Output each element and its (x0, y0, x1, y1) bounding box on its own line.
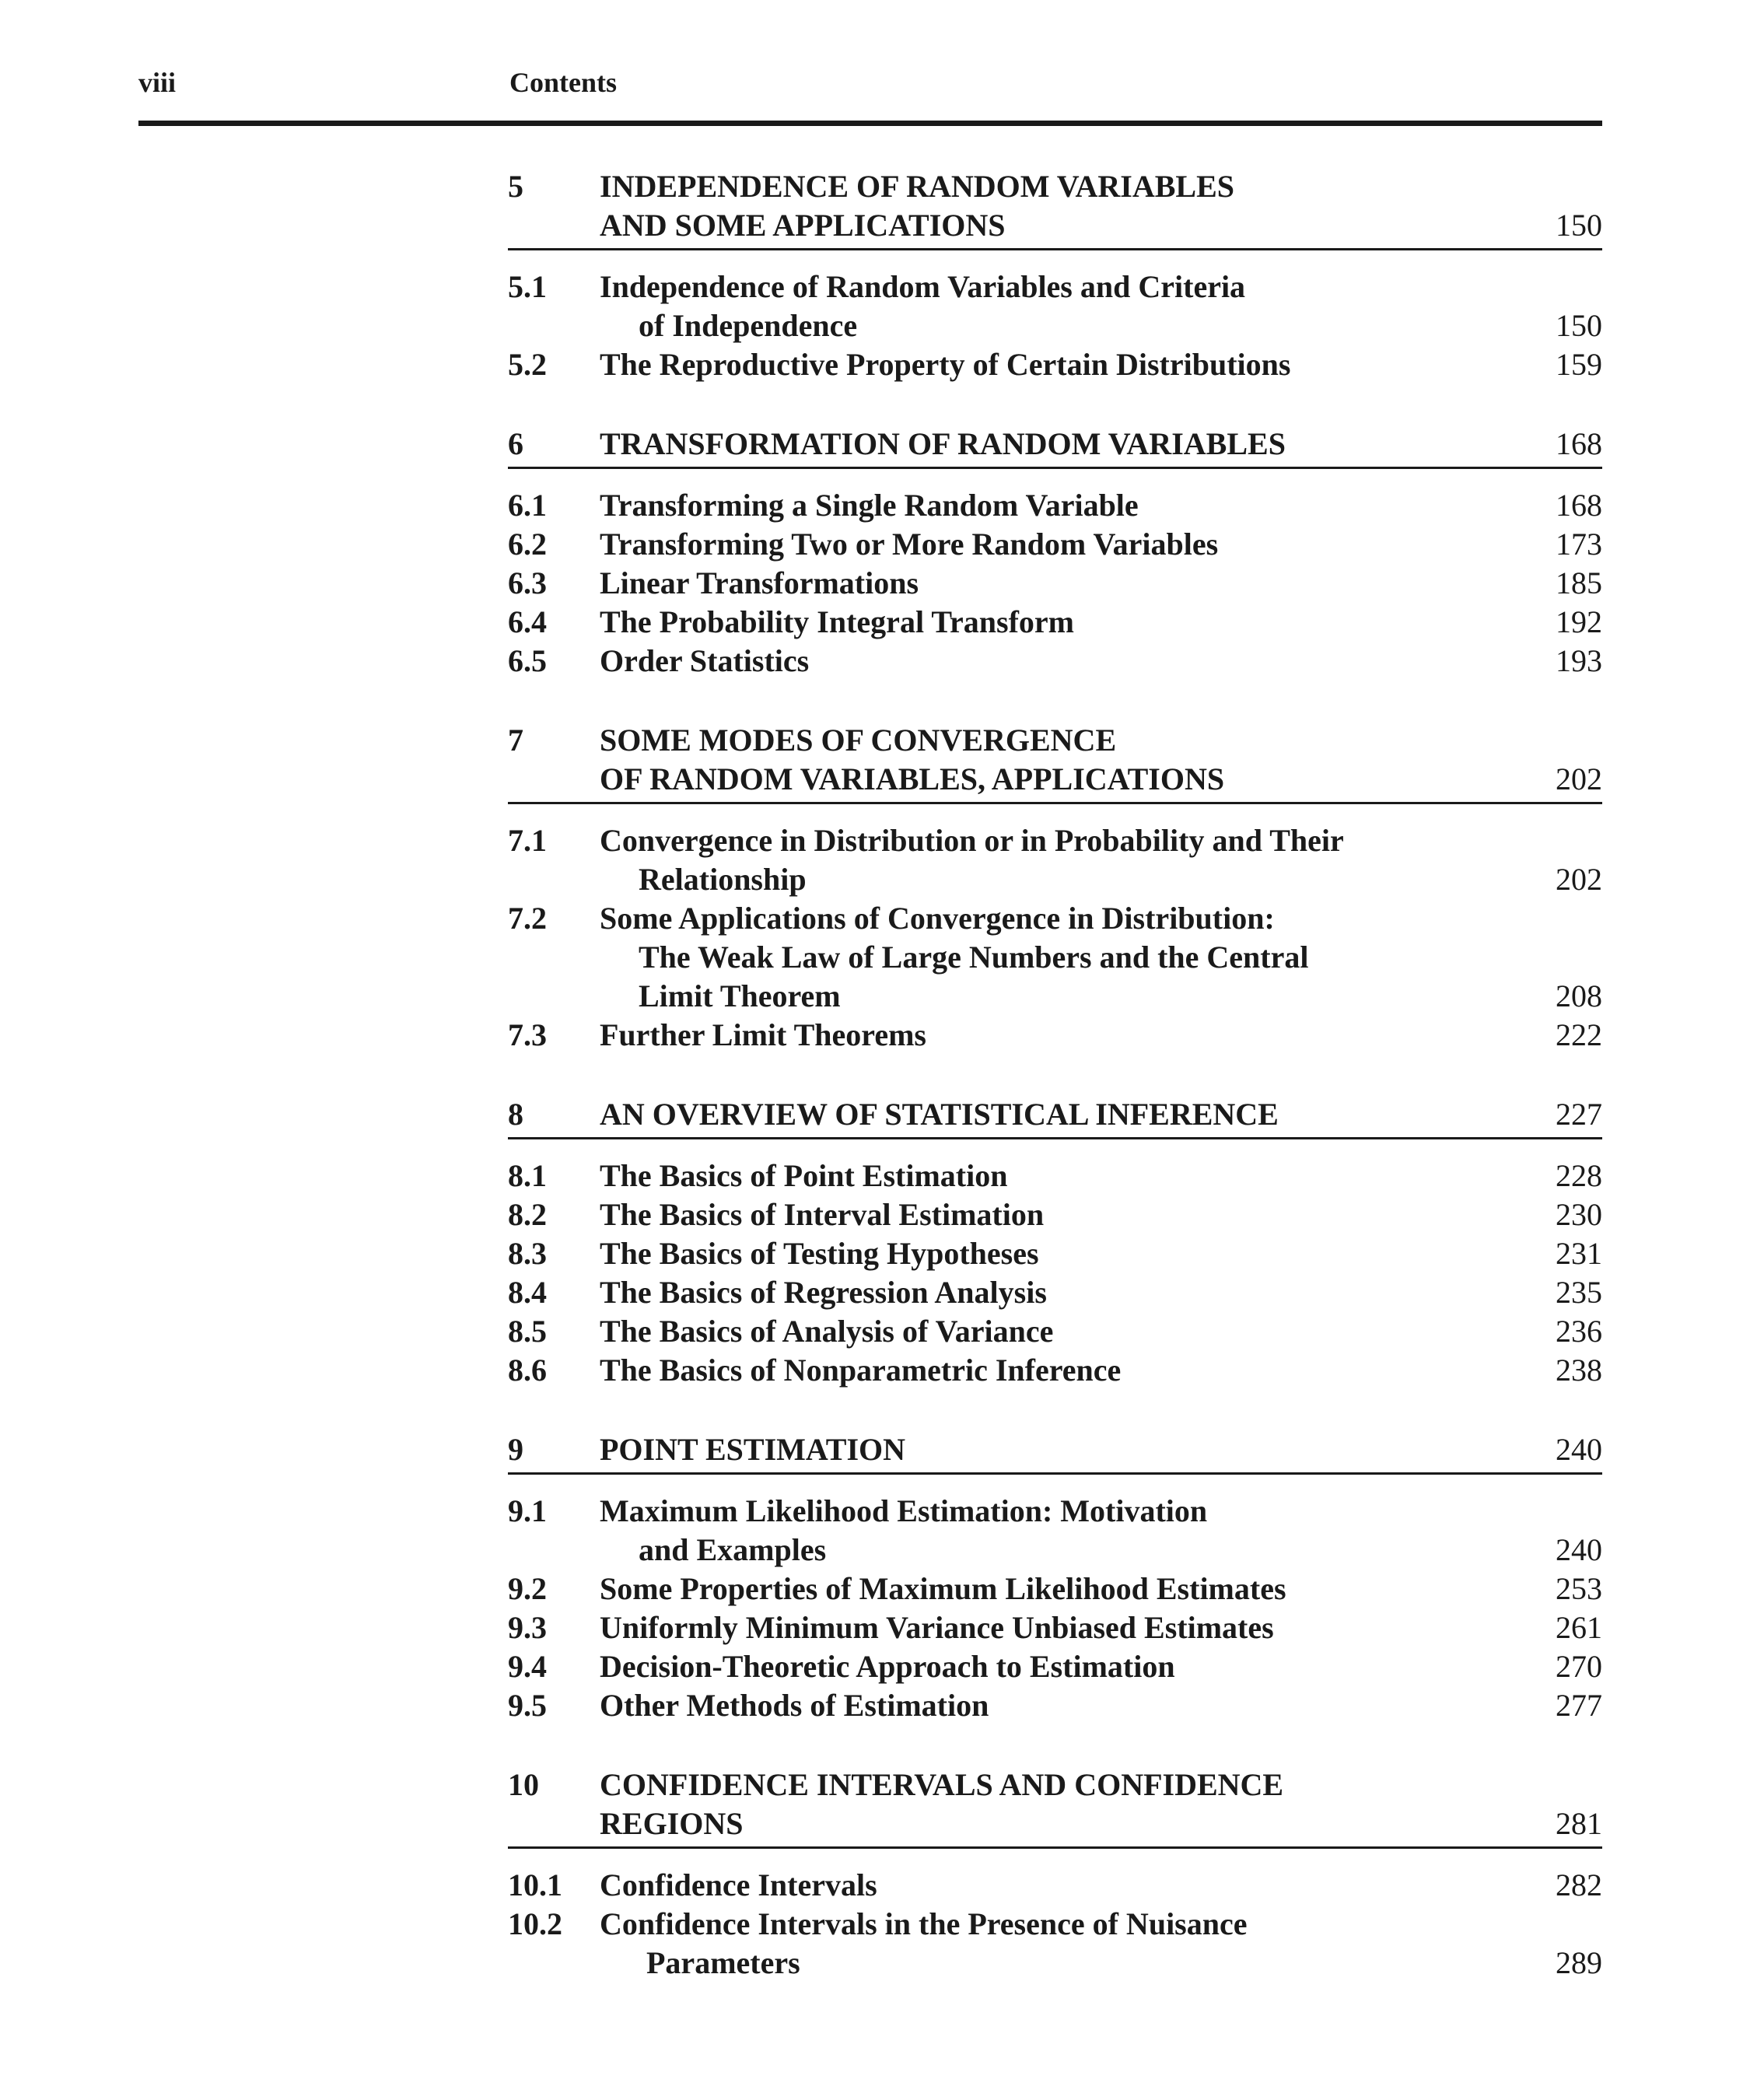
chapter-title: AND SOME APPLICATIONS (600, 208, 1006, 243)
section-title: Confidence Intervals (600, 1867, 877, 1902)
section-page: 289 (1556, 1945, 1602, 1980)
chapter-title-line (508, 425, 1602, 464)
section-number: 8.3 (508, 1236, 547, 1271)
section-title: The Basics of Analysis of Variance (600, 1314, 1054, 1349)
section-title: The Basics of Point Estimation (600, 1158, 1008, 1193)
chapter-title-line (508, 1766, 1602, 1804)
section-page: 168 (1556, 488, 1602, 523)
section-title: Other Methods of Estimation (600, 1688, 989, 1723)
section-line (508, 1195, 1602, 1234)
toc-section (508, 1492, 1602, 1570)
chapter-title: CONFIDENCE INTERVALS AND CONFIDENCE (600, 1767, 1284, 1802)
section-number: 8.4 (508, 1275, 547, 1310)
section-line (508, 1312, 1602, 1351)
toc-section (508, 1157, 1602, 1195)
toc-section (508, 821, 1602, 899)
toc-section (508, 1195, 1602, 1234)
section-page: 277 (1556, 1688, 1602, 1723)
section-title: Linear Transformations (600, 565, 919, 600)
section-page: 270 (1556, 1649, 1602, 1684)
section-line (508, 1905, 1602, 1944)
toc-section (508, 1866, 1602, 1905)
section-line (508, 603, 1602, 642)
section-number: 6.1 (508, 488, 547, 523)
chapter-page: 168 (1556, 426, 1602, 461)
section-title: Uniformly Minimum Variance Unbiased Estimates (600, 1610, 1274, 1645)
section-number: 6.4 (508, 604, 547, 639)
section-number: 6.5 (508, 643, 547, 678)
chapter-page: 227 (1556, 1097, 1602, 1132)
toc-chapter (508, 425, 1602, 681)
chapter-title-line (508, 167, 1602, 206)
table-of-contents (508, 167, 1602, 2023)
chapter-number: 5 (508, 169, 523, 204)
section-line (508, 821, 1602, 860)
section-title: The Reproductive Property of Certain Distributions (600, 347, 1291, 382)
section-title: of Independence (639, 308, 858, 343)
section-title: The Basics of Regression Analysis (600, 1275, 1047, 1310)
chapter-title-line (508, 760, 1602, 799)
section-title: Parameters (646, 1945, 800, 1980)
toc-section (508, 1647, 1602, 1686)
chapter-title: POINT ESTIMATION (600, 1432, 906, 1467)
chapter-title-line (508, 721, 1602, 760)
toc-section (508, 1016, 1602, 1055)
section-line (508, 938, 1602, 977)
section-title: Decision-Theoretic Approach to Estimation (600, 1649, 1175, 1684)
section-title: Further Limit Theorems (600, 1017, 926, 1052)
section-line (508, 1234, 1602, 1273)
section-line (508, 486, 1602, 525)
section-title: The Basics of Testing Hypotheses (600, 1236, 1039, 1271)
running-head: Contents (509, 67, 618, 98)
section-page: 230 (1556, 1197, 1602, 1232)
section-number: 6.3 (508, 565, 547, 600)
section-page: 192 (1556, 604, 1602, 639)
section-title: Independence of Random Variables and Criteria (600, 269, 1246, 304)
chapter-heading (508, 425, 1602, 469)
section-number: 10.1 (508, 1867, 562, 1902)
section-line (508, 564, 1602, 603)
section-page: 208 (1556, 978, 1602, 1013)
section-number: 8.5 (508, 1314, 547, 1349)
section-line (508, 1570, 1602, 1608)
chapter-title-line (508, 1095, 1602, 1134)
section-number: 8.1 (508, 1158, 547, 1193)
section-page: 235 (1556, 1275, 1602, 1310)
section-page: 253 (1556, 1571, 1602, 1606)
toc-section (508, 1312, 1602, 1351)
section-number: 5.1 (508, 269, 547, 304)
section-line (508, 1492, 1602, 1531)
section-number: 9.5 (508, 1688, 547, 1723)
section-page: 282 (1556, 1867, 1602, 1902)
section-title: The Probability Integral Transform (600, 604, 1074, 639)
section-page: 238 (1556, 1353, 1602, 1388)
chapter-number: 9 (508, 1432, 523, 1467)
chapter-heading (508, 1095, 1602, 1139)
toc-section (508, 1570, 1602, 1608)
section-page: 173 (1556, 527, 1602, 562)
section-number: 9.4 (508, 1649, 547, 1684)
section-line (508, 1608, 1602, 1647)
section-line (508, 1016, 1602, 1055)
section-title: Maximum Likelihood Estimation: Motivation (600, 1493, 1208, 1528)
page-header (138, 66, 1602, 126)
section-line (508, 1866, 1602, 1905)
section-line (508, 306, 1602, 345)
toc-section (508, 564, 1602, 603)
section-line (508, 525, 1602, 564)
toc-section (508, 1351, 1602, 1390)
chapter-title: INDEPENDENCE OF RANDOM VARIABLES (600, 169, 1235, 204)
section-line (508, 268, 1602, 306)
chapter-title: REGIONS (600, 1806, 744, 1841)
section-line (508, 1686, 1602, 1725)
toc-chapter (508, 1430, 1602, 1725)
toc-chapter (508, 1766, 1602, 1983)
section-page: 228 (1556, 1158, 1602, 1193)
section-page: 231 (1556, 1236, 1602, 1271)
toc-chapter (508, 721, 1602, 1055)
section-line (508, 1647, 1602, 1686)
section-page: 222 (1556, 1017, 1602, 1052)
section-page: 202 (1556, 862, 1602, 897)
toc-chapter (508, 1095, 1602, 1390)
section-number: 5.2 (508, 347, 547, 382)
section-title: The Basics of Interval Estimation (600, 1197, 1045, 1232)
section-page: 240 (1556, 1532, 1602, 1567)
chapter-heading (508, 721, 1602, 804)
section-page: 185 (1556, 565, 1602, 600)
toc-section (508, 642, 1602, 681)
section-number: 6.2 (508, 527, 547, 562)
section-number: 9.2 (508, 1571, 547, 1606)
toc-section (508, 899, 1602, 1016)
chapter-title-line (508, 206, 1602, 245)
section-number: 8.6 (508, 1353, 547, 1388)
section-number: 8.2 (508, 1197, 547, 1232)
chapter-heading (508, 1766, 1602, 1849)
section-number: 10.2 (508, 1906, 562, 1941)
section-title: Transforming Two or More Random Variables (600, 527, 1219, 562)
chapter-page: 150 (1556, 208, 1602, 243)
section-line (508, 860, 1602, 899)
section-line (508, 977, 1602, 1016)
section-line (508, 899, 1602, 938)
toc-section (508, 345, 1602, 384)
toc-section (508, 268, 1602, 345)
section-number: 7.3 (508, 1017, 547, 1052)
section-title: Relationship (639, 862, 807, 897)
section-title: Confidence Intervals in the Presence of Nuisance (600, 1906, 1248, 1941)
section-line (508, 1157, 1602, 1195)
chapter-page: 240 (1556, 1432, 1602, 1467)
section-title: Transforming a Single Random Variable (600, 488, 1139, 523)
section-title: The Basics of Nonparametric Inference (600, 1353, 1122, 1388)
section-line (508, 1351, 1602, 1390)
toc-section (508, 1608, 1602, 1647)
chapter-page: 202 (1556, 761, 1602, 796)
section-page: 193 (1556, 643, 1602, 678)
section-page: 236 (1556, 1314, 1602, 1349)
section-line (508, 345, 1602, 384)
section-title: Convergence in Distribution or in Probability and Their (600, 823, 1344, 858)
toc-section (508, 1905, 1602, 1983)
chapter-title-line (508, 1804, 1602, 1843)
toc-section (508, 1234, 1602, 1273)
chapter-number: 6 (508, 426, 523, 461)
section-page: 159 (1556, 347, 1602, 382)
chapter-heading (508, 1430, 1602, 1475)
chapter-heading (508, 167, 1602, 250)
page-number: viii (138, 67, 177, 98)
toc-section (508, 603, 1602, 642)
section-page: 150 (1556, 308, 1602, 343)
toc-section (508, 1686, 1602, 1725)
section-line (508, 1944, 1602, 1983)
chapter-number: 8 (508, 1097, 523, 1132)
section-number: 7.1 (508, 823, 547, 858)
toc-section (508, 1273, 1602, 1312)
section-number: 9.3 (508, 1610, 547, 1645)
section-number: 7.2 (508, 901, 547, 936)
section-line (508, 1531, 1602, 1570)
section-title: Limit Theorem (639, 978, 841, 1013)
chapter-title: OF RANDOM VARIABLES, APPLICATIONS (600, 761, 1225, 796)
section-title: Some Applications of Convergence in Distribution: (600, 901, 1275, 936)
section-title: The Weak Law of Large Numbers and the Central (639, 940, 1309, 975)
chapter-number: 10 (508, 1767, 539, 1802)
chapter-page: 281 (1556, 1806, 1602, 1841)
section-page: 261 (1556, 1610, 1602, 1645)
toc-section (508, 486, 1602, 525)
section-title: Order Statistics (600, 643, 810, 678)
section-line (508, 1273, 1602, 1312)
section-line (508, 642, 1602, 681)
section-title: and Examples (639, 1532, 827, 1567)
chapter-title: SOME MODES OF CONVERGENCE (600, 723, 1117, 758)
chapter-title: TRANSFORMATION OF RANDOM VARIABLES (600, 426, 1286, 461)
toc-section (508, 525, 1602, 564)
chapter-number: 7 (508, 723, 523, 758)
chapter-title: AN OVERVIEW OF STATISTICAL INFERENCE (600, 1097, 1279, 1132)
section-number: 9.1 (508, 1493, 547, 1528)
toc-chapter (508, 167, 1602, 384)
chapter-title-line (508, 1430, 1602, 1469)
section-title: Some Properties of Maximum Likelihood Estimates (600, 1571, 1286, 1606)
